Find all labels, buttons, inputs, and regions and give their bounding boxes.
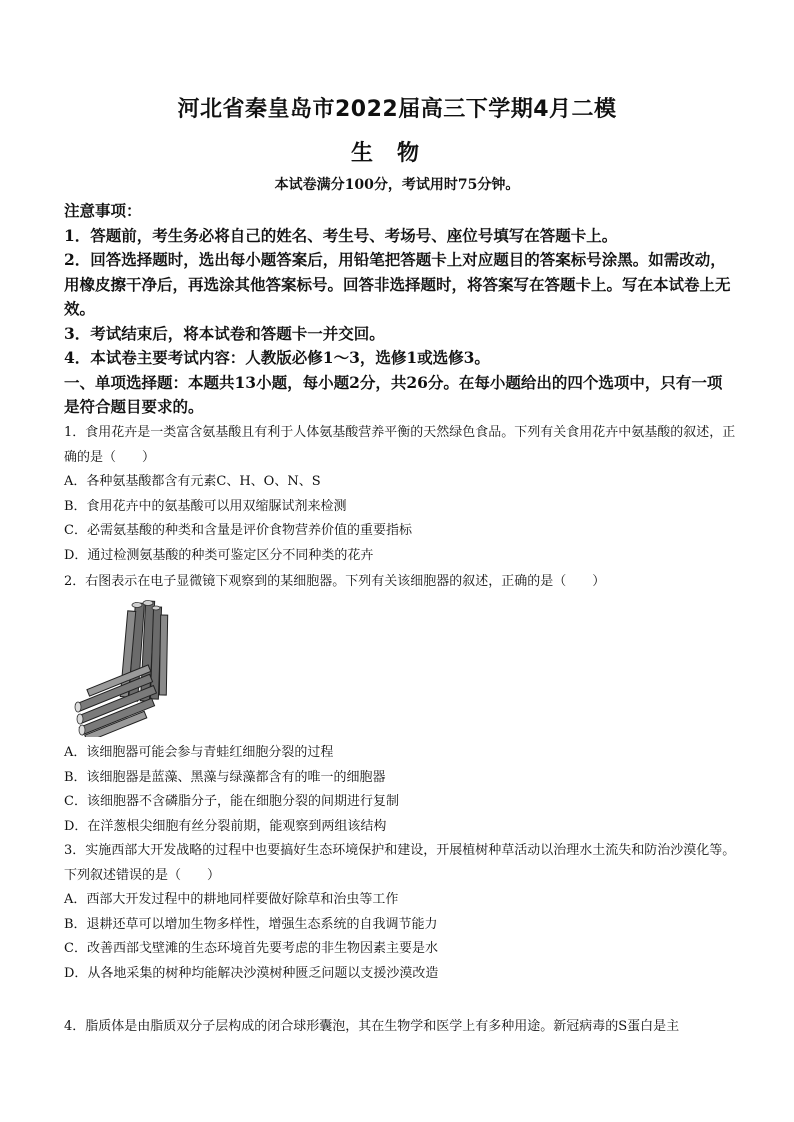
option-b: B．退耕还草可以增加生物多样性，增强生态系统的自我调节能力	[64, 916, 438, 932]
question-stem: 4．脂质体是由脂质双分子层构成的闭合球形囊泡，其在生物学和医学上有多种用途。新冠病毒的S蛋白是主	[64, 1019, 680, 1034]
option-a: A．西部大开发过程中的耕地同样要做好除草和治虫等工作	[64, 892, 399, 907]
option-c: C．该细胞器不含磷脂分子，能在细胞分裂的间期进行复制	[64, 794, 399, 809]
notice-heading: 注意事项：	[64, 201, 142, 220]
question-stem: 1．食用花卉是一类富含氨基酸且有利于人体氨基酸营养平衡的天然绿色食品。下列有关食用花卉中氨基酸的叙述，正确的是（ ）	[64, 425, 736, 465]
question-stem: 3．实施西部大开发战略的过程中也要搞好生态环境保护和建设，开展植树种草活动以治理水土流失和防治沙漠化等。下列叙述错误的是（ ）	[64, 843, 736, 883]
option-a: A．该细胞器可能会参与青蛙红细胞分裂的过程	[64, 745, 334, 760]
section-heading: 一、单项选择题：本题共13小题，每小题2分，共26分。在每小题给出的四个选项中，只有一项是符合题目要求的。	[64, 372, 723, 416]
notice-item: 1．答题前，考生务必将自己的姓名、考生号、考场号、座位号填写在答题卡上。	[64, 225, 618, 245]
option-d: D．通过检测氨基酸的种类可鉴定区分不同种类的花卉	[64, 547, 374, 563]
option-b: B．该细胞器是蓝藻、黑藻与绿藻都含有的唯一的细胞器	[64, 769, 386, 785]
question-1	[64, 421, 736, 568]
question-2-options	[64, 741, 736, 839]
notice-item: 3．考试结束后，将本试卷和答题卡一并交回。	[64, 323, 385, 343]
question-2-stem	[64, 570, 736, 595]
option-c: C．必需氨基酸的种类和含量是评价食物营养价值的重要指标	[64, 523, 412, 538]
question-3	[64, 839, 736, 986]
option-c: C．改善西部戈壁滩的生态环境首先要考虑的非生物因素主要是水	[64, 941, 438, 956]
option-d: D．从各地采集的树种均能解决沙漠树种匮乏问题以支援沙漠改造	[64, 965, 439, 981]
subject-title: 生物	[350, 141, 443, 166]
notice-item: 2．回答选择题时，选出每小题答案后，用铅笔把答题卡上对应题目的答案标号涂黑。如需改动，用橡皮擦干净后，再选涂其他答案标号。回答非选择题时，将答案写在答题卡上。写在本试卷上无效。	[64, 250, 731, 318]
option-a: A．各种氨基酸都含有元素C、H、O、N、S	[64, 474, 321, 489]
option-d: D．在洋葱根尖细胞有丝分裂前期，能观察到两组该结构	[64, 818, 387, 834]
question-stem: 2．右图表示在电子显微镜下观察到的某细胞器。下列有关该细胞器的叙述，正确的是（ ）	[64, 574, 606, 589]
notice-block	[64, 199, 734, 420]
option-b: B．食用花卉中的氨基酸可以用双缩脲试剂来检测	[64, 498, 347, 514]
centriole-micrograph-icon	[64, 597, 180, 737]
question-4	[64, 1015, 736, 1040]
notice-item: 4．本试卷主要考试内容：人教版必修1～3，选修1或选修3。	[64, 348, 490, 367]
exam-title: 河北省秦皇岛市2022届高三下学期4月二模	[177, 97, 617, 122]
exam-meta: 本试卷满分100分，考试用时75分钟。	[274, 177, 520, 193]
